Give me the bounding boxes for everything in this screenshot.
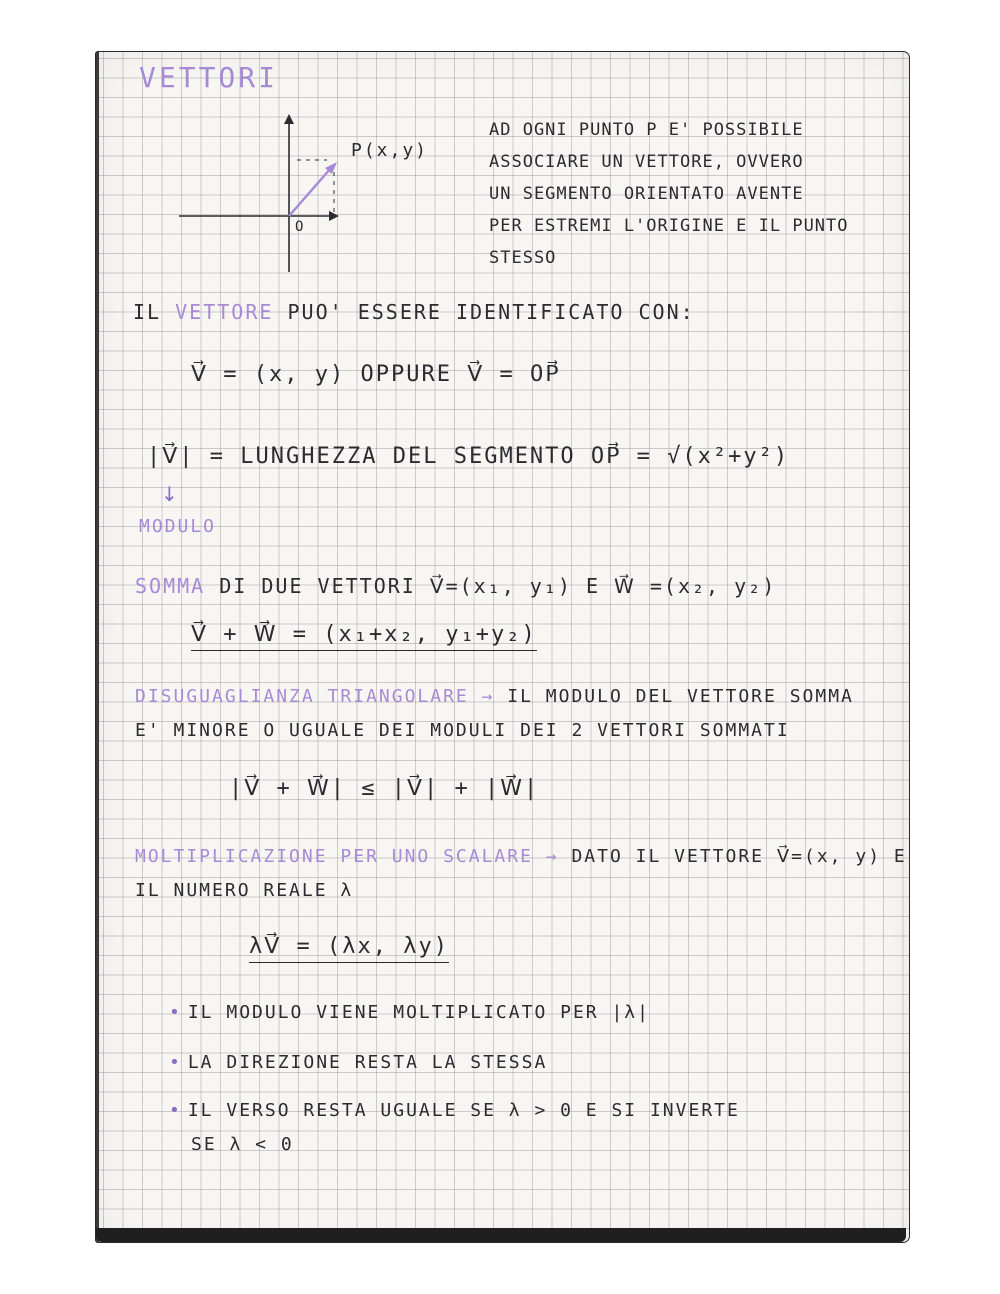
bullet-direzione: • LA DIREZIONE RESTA LA STESSA — [169, 1054, 547, 1072]
identify-line: IL VETTORE PUO' ESSERE IDENTIFICATO CON: — [133, 300, 695, 324]
bullet-verso: • IL VERSO RESTA UGUALE SE λ > 0 E SI INVERTE — [169, 1102, 740, 1120]
intro-line-3: UN SEGMENTO ORIENTATO AVENTE — [489, 184, 804, 204]
arrow-down-icon: ↓ — [161, 482, 178, 506]
somma-line: SOMMA DI DUE VETTORI V⃗=(x₁, y₁) E W⃗ =(x₂, y₂) — [135, 574, 777, 598]
page-title: VETTORI — [139, 61, 279, 94]
disuguaglianza-formula: |V⃗ + W⃗| ≤ |V⃗| + |W⃗| — [229, 776, 540, 801]
notebook-bottom-edge — [96, 1228, 906, 1242]
modulo-formula: |V⃗| = LUNGHEZZA DEL SEGMENTO OP⃗ = √(x²+y²) — [147, 444, 790, 469]
origin-label: O — [295, 219, 306, 235]
vector-definition: V⃗ = (x, y) OPPURE V⃗ = OP⃗ — [191, 362, 561, 387]
intro-line-5: STESSO — [489, 248, 557, 268]
x-axis-arrow-icon — [329, 211, 339, 221]
somma-formula: V⃗ + W⃗ = (x₁+x₂, y₁+y₂) — [191, 624, 537, 651]
modulo-label: MODULO — [139, 516, 217, 537]
coordinate-graph — [179, 112, 349, 282]
moltiplicazione-line-2: IL NUMERO REALE λ — [135, 880, 354, 901]
moltiplicazione-formula: λV⃗ = (λx, λy) — [249, 936, 449, 963]
disuguaglianza-line-2: E' MINORE O UGUALE DEI MODULI DEI 2 VETTORI SOMMATI — [135, 720, 790, 741]
bullet-verso-cont: SE λ < 0 — [191, 1134, 294, 1155]
moltiplicazione-line: MOLTIPLICAZIONE PER UNO SCALARE → DATO IL VETTORE V⃗=(x, y) E — [135, 846, 907, 867]
notebook-page — [96, 52, 909, 1242]
intro-line-4: PER ESTREMI L'ORIGINE E IL PUNTO — [489, 216, 849, 236]
bullet-modulo: • IL MODULO VIENE MOLTIPLICATO PER |λ| — [169, 1004, 650, 1022]
intro-line-2: ASSOCIARE UN VETTORE, OVVERO — [489, 152, 804, 172]
y-axis-arrow-icon — [284, 114, 294, 124]
intro-line-1: AD OGNI PUNTO P E' POSSIBILE — [489, 120, 804, 140]
point-label: P(x,y) — [351, 140, 429, 161]
disuguaglianza-line: DISUGUAGLIANZA TRIANGOLARE → IL MODULO DEL VETTORE SOMMA — [135, 686, 854, 707]
vector-op — [289, 168, 331, 216]
